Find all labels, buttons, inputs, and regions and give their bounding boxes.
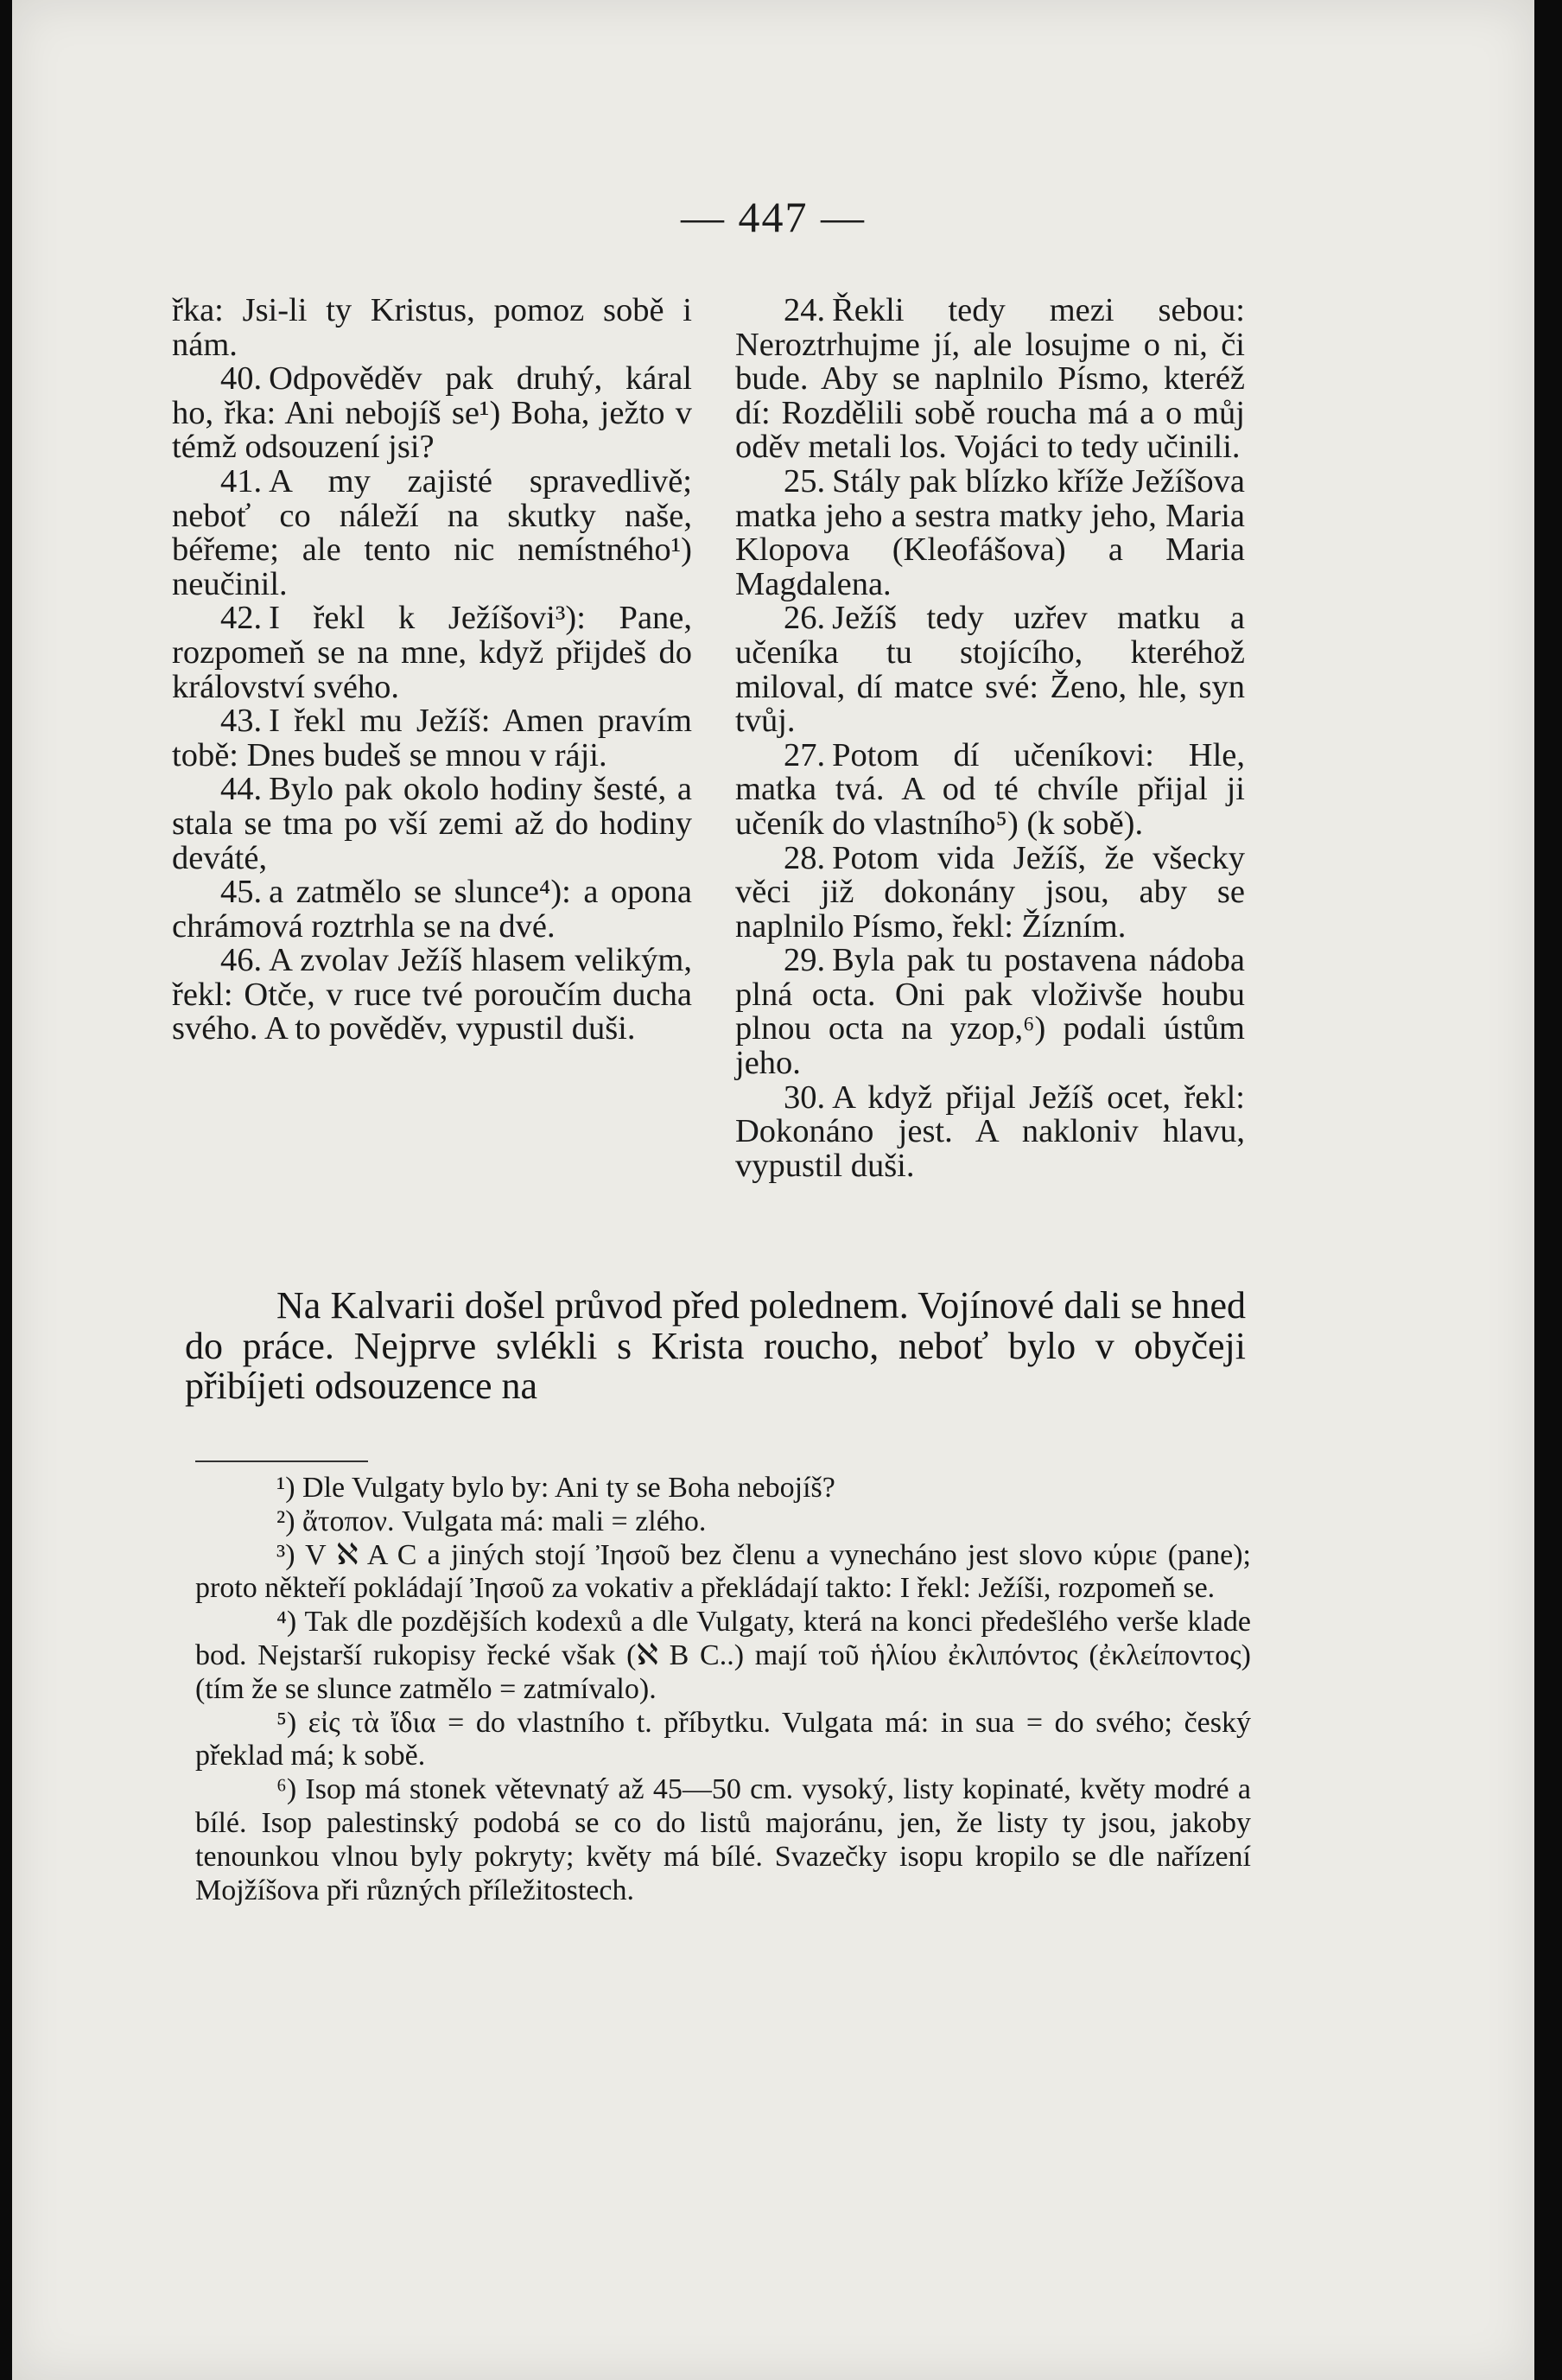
footnote-4: ⁴) Tak dle pozdějších kodexů a dle Vulgaty, která na konci předešlého verše klade bod. Nejstarší rukopisy řecké však (ℵ B C..) mají τοῦ ἡλίου ἐκλιπόντος (ἐκλείποντος) (tím že se slunce zatmělo = zatmívalo). [195,1606,1251,1705]
footnote-5: ⁵) εἰς τὰ ἴδια = do vlastního t. příbytku. Vulgata má: in sua = do svého; český překlad má; k sobě. [195,1706,1251,1772]
book-page [12,0,1534,2380]
footnote-3: ³) V ℵ A C a jiných stojí Ἰησοῦ bez členu a vynecháno jest slovo κύριε (pane); proto někteří pokládají Ἰησοῦ za vokativ a překládají takto: I řekl: Ježíši, rozpomeň se. [195,1538,1251,1605]
verse-39-continued: řka: Jsi-li ty Kristus, pomoz sobě i nám. [172,292,692,363]
footnote-2: ²) ἄτοπον. Vulgata má: mali = zlého. [276,1505,707,1537]
right-column [735,294,1245,1183]
verse-43: 43. I řekl mu Ježíš: Amen pravím tobě: Dnes budeš se mnou v ráji. [172,703,692,773]
verse-28: 28. Potom vida Ježíš, že všecky věci již dokonány jsou, aby se naplnilo Písmo, řekl: Žízním. [735,839,1245,945]
footnotes [195,1472,1251,1907]
verse-41: 41. A my zajisté spravedlivě; neboť co náleží na skutky naše, béřeme; ale tento nic nemístného¹) neučinil. [172,462,692,602]
verse-26: 26. Ježíš tedy uzřev matku a učeníka tu stojícího, kteréhož miloval, dí matce své: Ženo, hle, syn tvůj. [735,600,1245,740]
left-column [172,294,692,1047]
verse-27: 27. Potom dí učeníkovi: Hle, matka tvá. A od té chvíle přijal ji učeník do vlastního⁵) (k sobě). [735,736,1245,842]
verse-45: 45. a zatmělo se slunce⁴): a opona chrámová roztrhla se na dvé. [172,874,692,945]
footnote-1: ¹) Dle Vulgaty bylo by: Ani ty se Boha nebojíš? [276,1472,835,1504]
verse-42: 42. I řekl k Ježíšovi³): Pane, rozpomeň se na mne, když přijdeš do království svého. [172,600,692,705]
verse-29: 29. Byla pak tu postavena nádoba plná octa. Oni pak vloživše houbu plnou octa na yzop,⁶) podali ústům jeho. [735,942,1245,1082]
footnote-rule [195,1460,368,1462]
verse-30: 30. A když přijal Ježíš ocet, řekl: Dokonáno jest. A nakloniv hlavu, vypustil duši. [735,1079,1245,1184]
verse-25: 25. Stály pak blízko kříže Ježíšova matka jeho a sestra matky jeho, Maria Klopova (Kleofášova) a Maria Magdalena. [735,462,1245,602]
commentary-paragraph: Na Kalvarii došel průvod před polednem. Vojínové dali se hned do práce. Nejprve svlékli s Krista roucho, neboť bylo v obyčeji přibíjeti odsouzence na [185,1284,1246,1407]
verse-24: 24. Řekli tedy mezi sebou: Neroztrhujme jí, ale losujme o ni, či bude. Aby se naplnilo Písmo, kteréž dí: Rozdělili sobě roucha má a o můj oděv metali los. Vojáci to tedy učinili. [735,292,1245,466]
page-number: — 447 — [681,193,866,241]
verse-44: 44. Bylo pak okolo hodiny šesté, a stala se tma po vší zemi až do hodiny deváté, [172,771,692,876]
footnote-6: ⁶) Isop má stonek větevnatý až 45—50 cm. vysoký, listy kopinaté, květy modré a bílé. Isop palestinský podobá se co do listů majoránu, jen, že listy ty jsou, jakoby tenounkou vlnou byly pokryty; květy má bílé. Svazečky isopu kropilo se dle nařízení Mojžíšova při různých příležitostech. [195,1773,1251,1906]
verse-46: 46. A zvolav Ježíš hlasem velikým, řekl: Otče, v ruce tvé poroučím ducha svého. A to pověděv, vypustil duši. [172,942,692,1047]
verse-40: 40. Odpověděv pak druhý, káral ho, řka: Ani nebojíš se¹) Boha, ježto v témž odsouzení jsi? [172,360,692,466]
